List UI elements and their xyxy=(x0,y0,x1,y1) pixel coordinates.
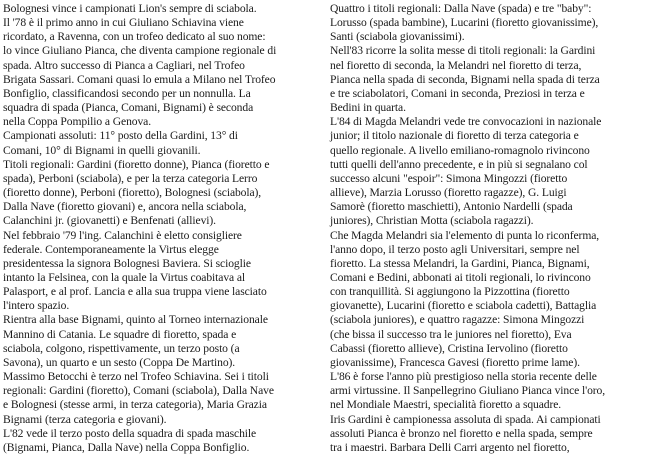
text-line: Pianca nella spada di seconda, Bignami nella spada di terza xyxy=(330,72,600,86)
text-line: Mannino di Catania. Le squadre di fioretto, spada e xyxy=(3,327,237,341)
text-line: Massimo Betocchi è terzo nel Trofeo Schiavina. Sei i titoli xyxy=(3,370,269,384)
text-line: quello regionale. A livello emiliano-romagnolo rivincono xyxy=(330,143,590,157)
text-line: Campionati assoluti: 11° posto della Gardini, 13° di xyxy=(3,129,238,143)
text-line: intanto la Felsinea, con la quale la Virtus coabitava al xyxy=(3,270,246,284)
text-line: giovanissime), Francesca Gavesi (fioretto prime lame). xyxy=(330,355,580,369)
text-line: tutti quelli dell'anno precedente, e in più si segnalano col xyxy=(330,157,588,171)
text-line: giovanette), Lucarini (fioretto e sciabola cadetti), Battaglia xyxy=(330,299,597,313)
text-line: e tre sciabolatori, Comani in seconda, Preziosi in terza e xyxy=(330,86,585,100)
text-line: Dalla Nave (fioretto giovani) e, ancora nella sciabola, xyxy=(3,200,247,214)
text-line: Quattro i titoli regionali: Dalla Nave (spada) e tre "baby": xyxy=(330,2,592,15)
text-line: Cabassi (fioretto allieve), Cristina Iervolino (fioretto xyxy=(330,341,568,355)
text-line: Titoli regionali: Gardini (fioretto donne), Pianca (fioretto e xyxy=(3,157,270,171)
text-line: (sciabola juniores), e quattro ragazze: Simona Mingozzi xyxy=(330,313,585,327)
text-line: tra i maestri. Barbara Delli Carri argento nel fioretto, xyxy=(330,440,570,454)
text-line: assoluti Pianca è bronzo nel fioretto e nella spada, sempre xyxy=(330,426,593,440)
text-line: federale. Contemporaneamente la Virtus elegge xyxy=(3,242,219,256)
text-line: Bignami (terza categoria e giovani). xyxy=(3,412,167,426)
text-line: nella Coppa Pompilio a Genova. xyxy=(3,115,152,129)
text-line: Comani e Bedini, abbonati ai titoli regionali, lo rivincono xyxy=(330,270,591,284)
text-line: Comani, 10° di Bignami in quelli giovanili. xyxy=(3,143,201,157)
text-line: e Bolognesi (stesse armi, in terza categoria), Maria Grazia xyxy=(3,398,267,412)
text-line: Lorusso (spada bambine), Lucarini (fioretto giovanissime), xyxy=(330,16,599,30)
text-line: Iris Gardini è campionessa assoluta di spada. Ai campionati xyxy=(330,412,601,426)
text-line: spada), Perboni (sciabola), e per la terza categoria Lerro xyxy=(3,171,258,185)
text-line: regionali: Gardini (fioretto), Comani (sciabola), Dalla Nave xyxy=(3,384,274,398)
text-line: Samorè (fioretto maschietti), Antonio Nardelli (spada xyxy=(330,200,573,214)
text-line: (Bignami, Pianca, Dalla Nave) nella Coppa Bonfiglio. xyxy=(3,440,250,454)
text-line: Bedini in quarta. xyxy=(330,101,406,115)
text-line: Palasport, e al prof. Lancia e alla sua truppa viene lasciato xyxy=(3,285,267,299)
text-line: sciabola, colgono, rispettivamente, un terzo posto (a xyxy=(3,341,240,355)
text-line: fioretto. La stessa Melandri, la Gardini, Pianca, Bignami, xyxy=(330,256,590,270)
text-line: allieve), Marzia Lorusso (fioretto ragazze), G. Luigi xyxy=(330,186,567,200)
text-line: (fioretto donne), Perboni (fioretto), Bolognesi (sciabola), xyxy=(3,186,262,200)
text-line: successo alcuni "espoir": Simona Mingozzi (fioretto xyxy=(330,171,568,185)
text-line: Nel febbraio '79 l'ing. Calanchini è eletto consigliere xyxy=(3,228,242,242)
text-line: L'84 di Magda Melandri vede tre convocazioni in nazionale xyxy=(330,115,602,129)
text-line: presidentessa la signora Bolognesi Baviera. Si scioglie xyxy=(3,256,251,270)
text-line: Bonfiglio, classificandosi secondo per un nonnulla. La xyxy=(3,86,251,100)
text-line: Savona), un quarto e un sesto (Coppa De Martino). xyxy=(3,355,236,369)
text-line: Santi (sciabola giovanissimi). xyxy=(330,30,465,44)
text-line: nel fioretto di seconda, la Melandri nel fioretto di terza, xyxy=(330,58,582,72)
text-line: L'82 vede il terzo posto della squadra di spada maschile xyxy=(3,426,257,440)
left-text-column xyxy=(3,2,321,455)
text-line: (che bissa il successo tra le juniores nel fioretto), Eva xyxy=(330,327,572,341)
text-line: Rientra alla base Bignami, quinto al Torneo internazionale xyxy=(3,313,268,327)
text-line: Calanchini jr. (giovanetti) e Benfenati (allievi). xyxy=(3,214,216,228)
text-line: l'intero spazio. xyxy=(3,299,70,313)
text-line: Nell'83 ricorre la solita messe di titoli regionali: la Gardini xyxy=(330,44,596,58)
text-line: armi virtussine. Il Sanpellegrino Giuliano Pianca vince l'oro, xyxy=(330,384,606,398)
text-line: juniores), Christian Motta (sciabola ragazzi). xyxy=(330,214,534,228)
text-line: Bolognesi vince i campionati Lion's sempre di sciabola. xyxy=(3,2,257,15)
text-line: L'86 è forse l'anno più prestigioso nella storia recente delle xyxy=(330,370,597,384)
text-line: Il '78 è il primo anno in cui Giuliano Schiavina viene xyxy=(3,16,244,30)
text-line: squadra di spada (Pianca, Comani, Bignami) è seconda xyxy=(3,101,254,115)
text-line: junior; il titolo nazionale di fioretto di terza categoria e xyxy=(330,129,579,143)
text-line: nel Mondiale Maestri, specialità fioretto a squadre. xyxy=(330,398,562,412)
right-text-column xyxy=(330,2,648,455)
text-line: lo vince Giuliano Pianca, che diventa campione regionale di xyxy=(3,44,277,58)
text-line: l'anno dopo, il terzo posto agli Universitari, sempre nel xyxy=(330,242,580,256)
text-line: spada. Altro successo di Pianca a Cagliari, nel Trofeo xyxy=(3,58,245,72)
text-line: Brigata Sassari. Comani quasi lo emula a Milano nel Trofeo xyxy=(3,72,276,86)
text-line: Che Magda Melandri sia l'elemento di punta lo riconferma, xyxy=(330,228,600,242)
text-line: con tranquillità. Si aggiungono la Pizzottina (fioretto xyxy=(330,285,570,299)
text-line: ricordato, a Ravenna, con un trofeo dedicato al suo nome: xyxy=(3,30,266,44)
